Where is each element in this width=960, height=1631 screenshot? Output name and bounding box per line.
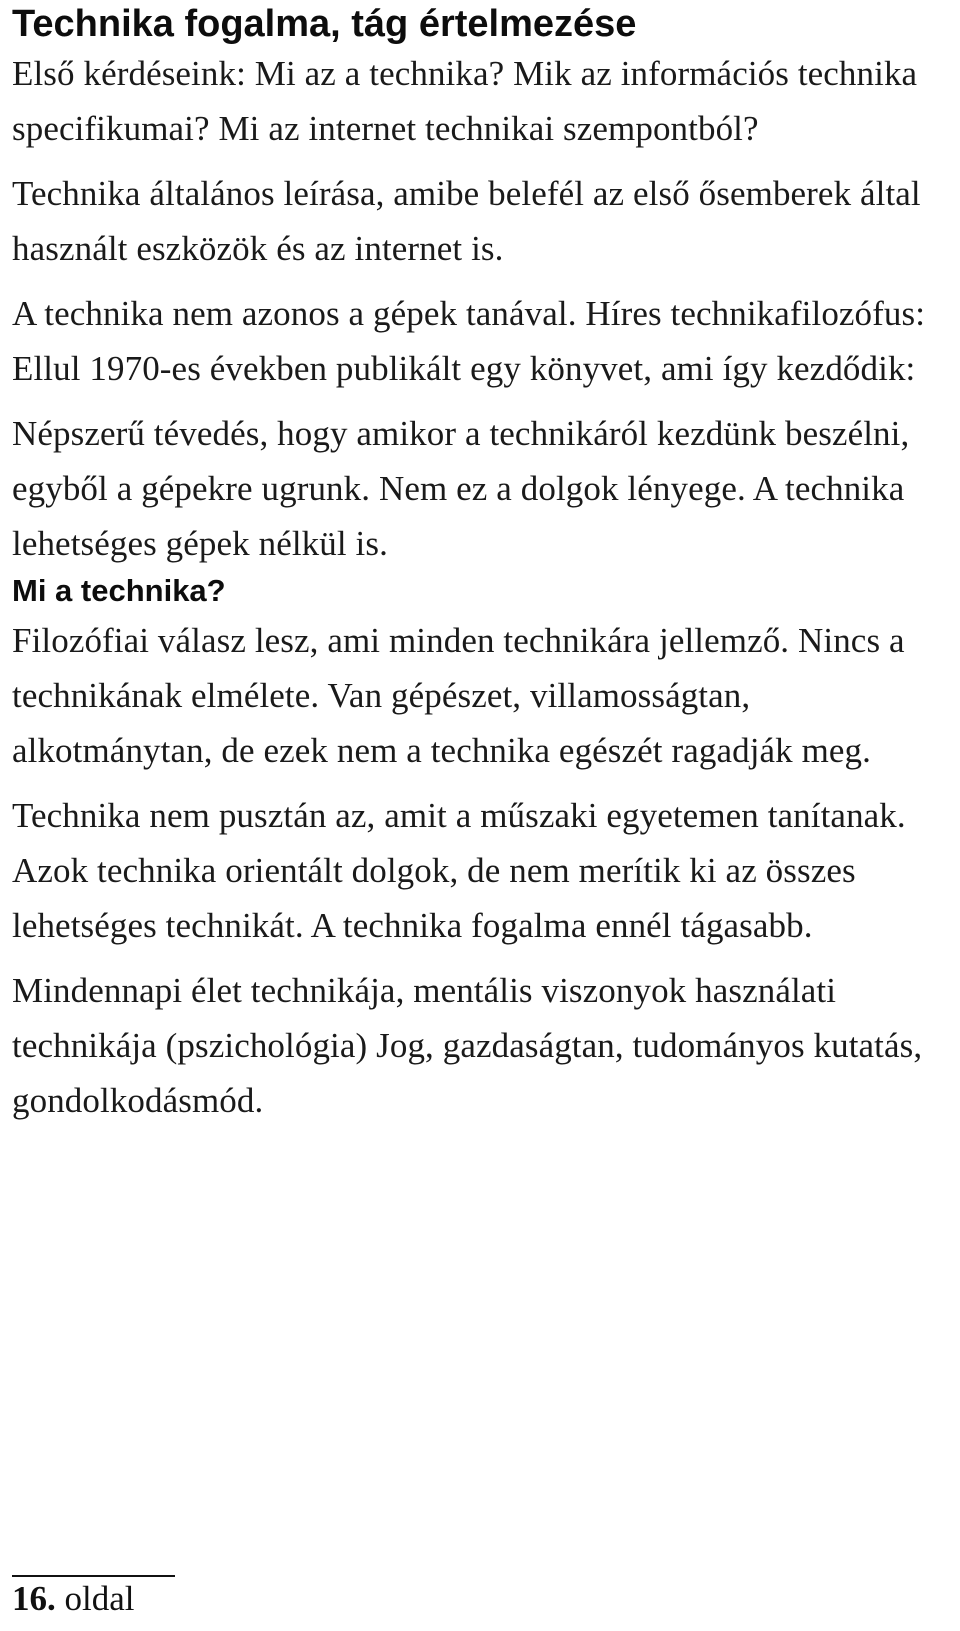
- page-footer: [12, 1575, 175, 1621]
- page-word: oldal: [64, 1579, 135, 1618]
- document-page: [12, 0, 956, 1128]
- page-number-label: [12, 1577, 175, 1621]
- section-heading: Mi a technika?: [12, 573, 226, 608]
- paragraph-ellul: A technika nem azonos a gépek tanával. Híres technikafilozófus: Ellul 1970-es években publikált egy könyvet, ami így kezdődik:: [12, 294, 926, 388]
- paragraph-philosophical-answer: Filozófiai válasz lesz, ami minden technikára jellemző. Nincs a technikának elmélete. Van gépészet, villamosságtan, alkotmánytan, de ezek nem a technika egészét ragadják meg.: [12, 621, 905, 770]
- paragraph-quote: Népszerű tévedés, hogy amikor a technikáról kezdünk beszélni, egyből a gépekre ugrunk. Nem ez a dolgok lényege. A technika lehetséges gépek nélkül is.: [12, 414, 910, 563]
- paragraph-questions: Első kérdéseink: Mi az a technika? Mik az információs technika specifikumai? Mi az internet technikai szempontból?: [12, 54, 918, 148]
- paragraph-general-description: Technika általános leírása, amibe belefél az első ősemberek által használt eszközök és az internet is.: [12, 174, 921, 268]
- page-number: 16.: [12, 1579, 56, 1618]
- paragraph-everyday-technique: Mindennapi élet technikája, mentális viszonyok használati technikája (pszichológia) Jog, gazdaságtan, tudományos kutatás, gondolkodásmód.: [12, 971, 923, 1120]
- page-title: Technika fogalma, tág értelmezése: [12, 3, 637, 45]
- paragraph-technical-university: Technika nem pusztán az, amit a műszaki egyetemen tanítanak. Azok technika orientált dolgok, de nem merítik ki az összes lehetséges technikát. A technika fogalma ennél tágasabb.: [12, 796, 906, 945]
